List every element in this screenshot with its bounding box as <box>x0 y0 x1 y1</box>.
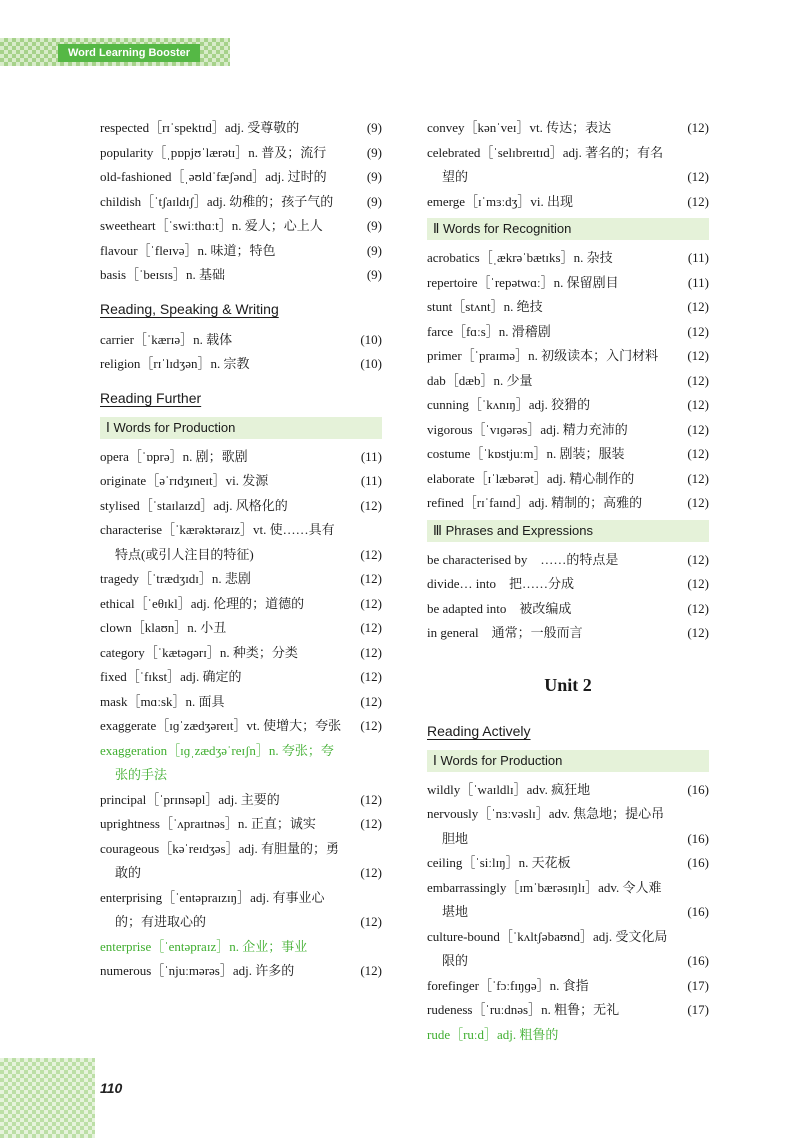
vocab-entry <box>100 165 382 190</box>
vocab-entry-page-ref: (12) <box>687 576 709 591</box>
vocab-entry-page-ref: (10) <box>360 331 382 347</box>
vocab-entry-page-ref: (11) <box>360 448 382 464</box>
vocab-entry-page-ref: (10) <box>360 356 382 371</box>
footer-pattern <box>0 1058 95 1138</box>
vocab-entry-text: mask［mɑːsk］n. 面具 <box>100 693 225 709</box>
vocab-entry-page-ref: (16) <box>687 781 709 797</box>
vocab-entry-text: convey［kənˈveɪ］vt. 传达；表达 <box>427 120 612 135</box>
vocab-entry-page-ref: (12) <box>687 323 709 339</box>
vocab-entry <box>427 925 709 974</box>
vocab-entry <box>100 592 382 617</box>
vocab-entry <box>427 418 709 443</box>
vocab-entry-text: clown［klaʊn］n. 小丑 <box>100 620 227 635</box>
vocab-entry-page-ref: (12) <box>360 791 382 807</box>
vocab-entry-text: enterprising［ˈentəpraɪzɪŋ］adj. 有事业心的；有进取心的 <box>100 889 325 929</box>
vocab-entry-page-ref: (12) <box>360 693 382 709</box>
subsection-heading: Ⅰ Words for Production <box>100 417 382 439</box>
vocab-entry <box>427 320 709 345</box>
vocab-entry-text: stunt［stʌnt］n. 绝技 <box>427 299 543 314</box>
vocab-entry-text: stylised［ˈstaɪlaɪzd］adj. 风格化的 <box>100 497 288 513</box>
vocab-entry-page-ref: (11) <box>687 250 709 265</box>
vocab-entry-text: dab［dæb］n. 少量 <box>427 372 533 388</box>
vocab-entry-page-ref: (12) <box>687 495 709 510</box>
vocab-entry-page-ref: (16) <box>687 953 709 968</box>
vocab-entry-text: fixed［ˈfɪkst］adj. 确定的 <box>100 669 242 684</box>
vocab-entry-page-ref: (12) <box>687 551 709 567</box>
vocab-entry-page-ref: (12) <box>360 914 382 929</box>
vocab-entry <box>427 548 709 573</box>
vocab-entry-text: rudeness［ˈruːdnəs］n. 粗鲁；无礼 <box>427 1002 620 1017</box>
vocab-entry-page-ref: (16) <box>687 830 709 846</box>
vocab-entry-page-ref: (12) <box>360 718 382 733</box>
vocab-entry-text: ceiling［ˈsiːlɪŋ］n. 天花板 <box>427 855 571 870</box>
vocab-entry <box>100 788 382 813</box>
vocab-entry-page-ref: (12) <box>687 299 709 314</box>
vocab-entry-text: forefinger［ˈfɔːfɪŋɡə］n. 食指 <box>427 977 589 993</box>
vocab-entry-page-ref: (12) <box>360 963 382 978</box>
vocab-entry <box>100 714 382 739</box>
vocab-entry-page-ref: (17) <box>687 977 709 993</box>
vocab-entry-page-ref: (12) <box>687 348 709 363</box>
vocab-entry-page-ref: (12) <box>687 120 709 135</box>
subsection-heading: Ⅰ Words for Production <box>427 750 709 772</box>
vocab-entry-text: vigorous［ˈvɪɡərəs］adj. 精力充沛的 <box>427 421 628 437</box>
section-heading: Reading Further <box>100 389 202 406</box>
vocab-entry-text: nervously［ˈnɜːvəslɪ］adv. 焦急地；提心吊胆地 <box>427 806 665 846</box>
vocab-entry <box>427 876 709 925</box>
vocab-entry <box>100 190 382 215</box>
vocab-entry-text: primer［ˈpraɪmə］n. 初级读本；入门材料 <box>427 348 659 363</box>
vocab-entry-page-ref: (12) <box>687 193 709 209</box>
vocab-entry-page-ref: (11) <box>360 473 382 488</box>
vocab-entry <box>100 739 382 788</box>
vocab-entry-text: celebrated［ˈselɪbreɪtɪd］adj. 著名的；有名望的 <box>427 144 664 184</box>
left-column <box>100 116 382 984</box>
vocab-entry <box>100 959 382 984</box>
vocab-entry-text: carrier［ˈkærɪə］n. 载体 <box>100 331 233 347</box>
vocab-entry-page-ref: (12) <box>687 625 709 640</box>
vocab-entry <box>427 295 709 320</box>
vocab-entry-text: numerous［ˈnjuːmərəs］adj. 许多的 <box>100 963 295 978</box>
vocab-entry <box>427 621 709 646</box>
subsection-heading: Ⅱ Words for Recognition <box>427 218 709 240</box>
page-number: 110 <box>100 1080 123 1096</box>
vocab-entry-page-ref: (12) <box>687 421 709 437</box>
vocab-entry <box>427 271 709 296</box>
vocab-entry-text: farce［fɑːs］n. 滑稽剧 <box>427 323 551 339</box>
vocab-entry-text: tragedy［ˈtrædʒɪdɪ］n. 悲剧 <box>100 571 251 586</box>
vocab-entry-page-ref: (9) <box>366 169 382 184</box>
vocab-entry <box>100 328 382 353</box>
vocab-entry <box>427 491 709 516</box>
vocab-entry <box>100 616 382 641</box>
vocab-entry-text: exaggeration［ɪɡˌzædʒəˈreɪʃn］n. 夸张；夸张的手法 <box>100 742 334 782</box>
vocab-entry-page-ref: (12) <box>360 595 382 611</box>
vocab-entry <box>100 641 382 666</box>
vocab-entry <box>427 802 709 851</box>
vocab-entry <box>427 141 709 190</box>
vocab-entry <box>100 935 382 960</box>
section-heading: Reading, Speaking & Writing <box>100 300 279 317</box>
vocab-entry-page-ref: (12) <box>360 816 382 831</box>
vocab-entry <box>427 1023 709 1048</box>
vocab-entry-page-ref: (12) <box>687 397 709 412</box>
vocab-entry-text: costume［ˈkɒstjuːm］n. 剧装；服装 <box>427 446 625 461</box>
vocab-entry-text: be characterised by ……的特点是 <box>427 551 619 567</box>
vocab-entry <box>427 344 709 369</box>
vocab-entry-text: divide… into 把……分成 <box>427 576 574 591</box>
vocab-entry <box>100 469 382 494</box>
vocab-entry <box>100 494 382 519</box>
vocab-entry-text: embarrassingly［ɪmˈbærəsɪŋlɪ］adv. 令人难堪地 <box>427 879 662 919</box>
vocab-entry-page-ref: (12) <box>360 571 382 586</box>
vocab-entry-page-ref: (9) <box>366 144 382 160</box>
vocab-entry <box>100 263 382 288</box>
vocab-entry-page-ref: (12) <box>360 644 382 660</box>
vocab-entry-text: in general 通常；一般而言 <box>427 625 583 640</box>
vocab-entry-text: flavour［ˈfleɪvə］n. 味道；特色 <box>100 242 276 258</box>
vocab-entry-text: courageous［kəˈreɪdʒəs］adj. 有胆量的；勇敢的 <box>100 840 339 880</box>
subsection-heading: Ⅲ Phrases and Expressions <box>427 520 709 542</box>
vocab-entry <box>100 352 382 377</box>
vocab-entry-page-ref: (12) <box>360 669 382 684</box>
vocab-entry <box>100 812 382 837</box>
vocab-entry-page-ref: (16) <box>687 904 709 919</box>
vocab-entry <box>427 393 709 418</box>
vocab-entry-page-ref: (9) <box>366 193 382 209</box>
vocab-entry-text: elaborate［ɪˈlæbərət］adj. 精心制作的 <box>427 470 635 486</box>
vocab-entry-page-ref: (16) <box>687 855 709 870</box>
vocab-entry-page-ref: (9) <box>366 242 382 258</box>
vocab-entry <box>427 572 709 597</box>
vocab-entry-page-ref: (12) <box>687 470 709 486</box>
vocab-entry-text: childish［ˈtʃaɪldɪʃ］adj. 幼稚的；孩子气的 <box>100 193 334 209</box>
vocab-entry <box>427 116 709 141</box>
vocab-entry-text: opera［ˈɒprə］n. 剧；歌剧 <box>100 448 248 464</box>
vocab-entry <box>100 837 382 886</box>
vocab-entry <box>427 851 709 876</box>
vocab-entry <box>100 116 382 141</box>
vocab-entry-page-ref: (9) <box>366 120 382 135</box>
vocab-entry-text: enterprise［ˈentəpraɪz］n. 企业；事业 <box>100 938 308 954</box>
vocab-entry-text: refined［rɪˈfaɪnd］adj. 精制的；高雅的 <box>427 495 643 510</box>
vocab-entry <box>427 246 709 271</box>
vocab-entry <box>100 518 382 567</box>
vocab-entry-page-ref: (12) <box>687 446 709 461</box>
vocab-entry-text: repertoire［ˈrepətwɑː］n. 保留剧目 <box>427 274 619 290</box>
vocab-entry-page-ref: (9) <box>366 267 382 282</box>
vocab-entry-text: religion［rɪˈlɪdʒən］n. 宗教 <box>100 356 250 371</box>
vocab-entry-text: basis［ˈbeɪsɪs］n. 基础 <box>100 267 225 282</box>
vocab-entry <box>100 239 382 264</box>
vocab-entry <box>100 567 382 592</box>
vocab-entry-page-ref: (12) <box>360 865 382 880</box>
vocab-entry-text: cunning［ˈkʌnɪŋ］adj. 狡猾的 <box>427 397 591 412</box>
vocab-entry <box>427 974 709 999</box>
vocab-entry <box>100 141 382 166</box>
vocab-entry-text: category［ˈkætəɡərɪ］n. 种类；分类 <box>100 644 298 660</box>
vocab-entry-text: acrobatics［ˌækrəˈbætɪks］n. 杂技 <box>427 250 613 265</box>
vocab-entry-page-ref: (12) <box>360 546 382 562</box>
vocab-entry <box>100 214 382 239</box>
vocab-entry-text: exaggerate［ɪɡˈzædʒəreɪt］vt. 使增大；夸张 <box>100 718 342 733</box>
vocab-entry <box>427 369 709 394</box>
vocab-entry <box>427 442 709 467</box>
vocab-entry-page-ref: (9) <box>366 218 382 233</box>
vocab-entry-text: rude［ruːd］adj. 粗鲁的 <box>427 1026 559 1042</box>
vocab-entry-text: popularity［ˌpɒpjʊˈlærətɪ］n. 普及；流行 <box>100 144 327 160</box>
vocab-entry-page-ref: (12) <box>360 620 382 635</box>
running-header: Word Learning Booster <box>58 44 200 62</box>
vocab-entry-text: uprightness［ˈʌpraɪtnəs］n. 正直；诚实 <box>100 816 316 831</box>
vocab-entry-page-ref: (11) <box>687 274 709 290</box>
vocab-entry <box>100 665 382 690</box>
vocab-entry <box>427 998 709 1023</box>
vocab-entry-text: ethical［ˈeθɪkl］adj. 伦理的；道德的 <box>100 595 305 611</box>
vocab-entry-text: principal［ˈprɪnsəpl］adj. 主要的 <box>100 791 280 807</box>
vocab-entry-text: emerge［ɪˈmɜːdʒ］vi. 出现 <box>427 193 574 209</box>
section-heading: Reading Actively <box>427 722 531 739</box>
vocab-entry-text: characterise［ˈkærəktəraɪz］vt. 使……具有特点(或引人注目的特征) <box>100 522 335 562</box>
vocab-entry-page-ref: (12) <box>687 600 709 616</box>
vocab-entry-page-ref: (12) <box>687 372 709 388</box>
vocab-entry <box>427 778 709 803</box>
vocab-entry <box>427 190 709 215</box>
vocab-entry-page-ref: (12) <box>360 497 382 513</box>
vocab-entry-text: culture-bound［ˈkʌltʃəbaʊnd］adj. 受文化局限的 <box>427 928 668 968</box>
vocab-entry <box>427 597 709 622</box>
vocab-entry-text: respected［rɪˈspektɪd］adj. 受尊敬的 <box>100 120 300 135</box>
vocab-entry-text: sweetheart［ˈswiːthɑːt］n. 爱人；心上人 <box>100 218 323 233</box>
right-column <box>427 116 709 1047</box>
vocab-entry-text: originate［əˈrɪdʒɪneɪt］vi. 发源 <box>100 473 269 488</box>
vocab-entry <box>100 445 382 470</box>
vocab-entry-text: old-fashioned［ˌəʊldˈfæʃənd］adj. 过时的 <box>100 169 327 184</box>
vocab-entry <box>427 467 709 492</box>
vocab-entry <box>100 886 382 935</box>
vocab-entry-text: be adapted into 被改编成 <box>427 600 572 616</box>
vocab-entry <box>100 690 382 715</box>
unit-title: Unit 2 <box>544 674 592 695</box>
vocab-entry-page-ref: (12) <box>687 169 709 184</box>
vocab-entry-text: wildly［ˈwaɪldlɪ］adv. 疯狂地 <box>427 781 591 797</box>
vocab-entry-page-ref: (17) <box>687 1002 709 1017</box>
